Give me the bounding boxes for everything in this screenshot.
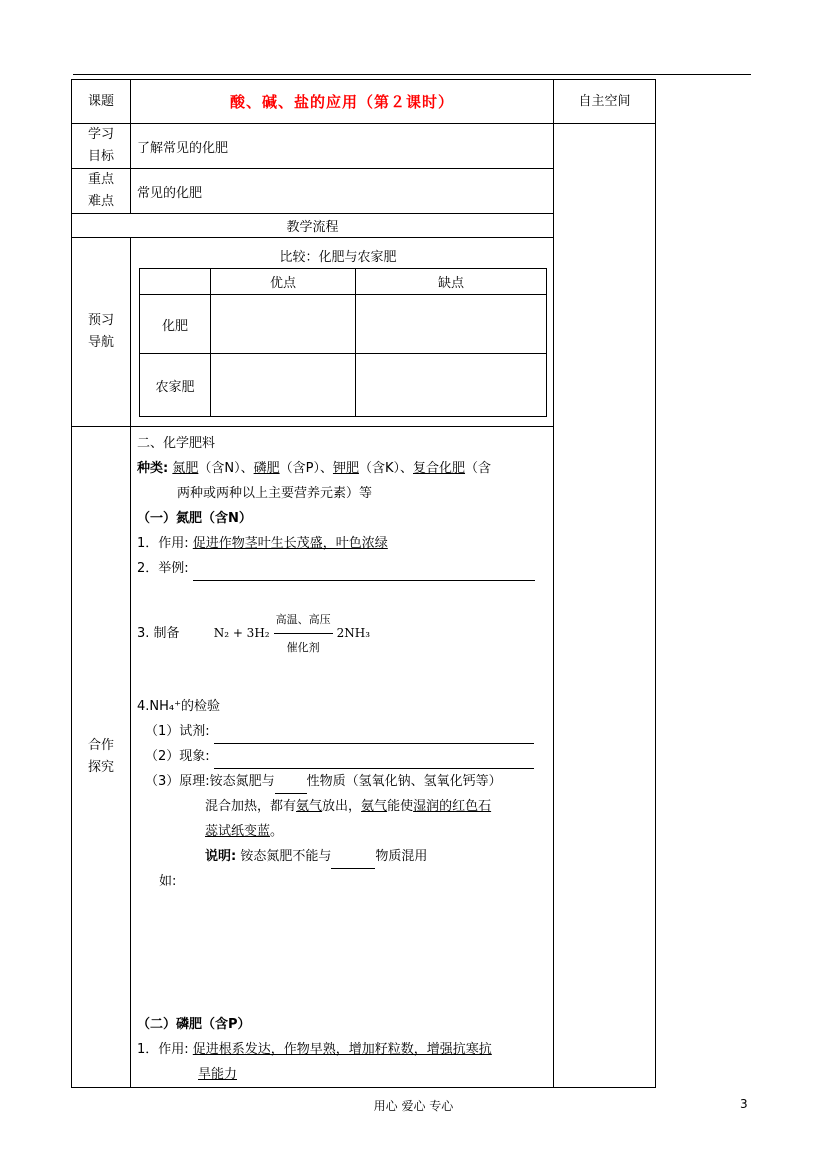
- cell-fert-adv: [211, 295, 356, 354]
- example-blank[interactable]: [193, 562, 535, 581]
- nitrogen-title: （一）氮肥（含N）: [137, 511, 252, 526]
- key-text: 常见的化肥: [131, 169, 554, 214]
- explore-content: [131, 427, 554, 1088]
- mix-blank[interactable]: [331, 850, 375, 869]
- lesson-title: 酸、碱、盐的应用（第２课时）: [131, 80, 554, 124]
- page-number: 3: [740, 1097, 748, 1111]
- compare-title: 比较：化肥与农家肥: [279, 250, 397, 265]
- self-space-label: 自主空间: [554, 80, 656, 124]
- reagent-blank[interactable]: [214, 725, 534, 744]
- phenomenon-line: （2）现象:: [137, 744, 547, 769]
- compare-table: [139, 268, 547, 417]
- ammonium-test-title: 4.NH₄⁺的检验: [137, 699, 220, 714]
- note-line: 说明: 铵态氮肥不能与 物质混用: [137, 844, 547, 869]
- phosphorus-use: 1．作用: 促进根系发达，作物早熟，增加籽粒数，增强抗寒抗: [137, 1042, 492, 1057]
- preview-label: 预习 导航: [72, 238, 131, 427]
- row-fertilizer: 化肥: [140, 295, 211, 354]
- self-space-column: [554, 124, 656, 1088]
- phosphorus-title: （二）磷肥（含P）: [137, 1017, 251, 1032]
- cell-fert-dis: [356, 295, 547, 354]
- kinds-line: 种类: 氮肥（含N）、磷肥（含P）、钾肥（含K）、复合化肥（含: [137, 461, 492, 476]
- cell-manure-dis: [356, 354, 547, 417]
- page-footer: 用心 爱心 专心: [373, 1099, 454, 1113]
- property-blank[interactable]: [275, 775, 307, 794]
- topic-label: 课题: [72, 80, 131, 124]
- nitrogen-example: 2．举例:: [137, 556, 547, 581]
- key-label: 重点 难点: [72, 169, 131, 214]
- phosphorus-use-2: 旱能力: [198, 1067, 238, 1082]
- ammonia-formula: N₂ + 3H₂ $\frac{\text{高温、高压}}{\text{催化剂}}$ 2NH₃: [214, 607, 370, 660]
- reagent-line: （1）试剂:: [137, 719, 547, 744]
- row-manure: 农家肥: [140, 354, 211, 417]
- principle-line: （3）原理:铵态氮肥与 性物质（氢氧化钠、氢氧化钙等）: [137, 769, 547, 794]
- phenomenon-blank[interactable]: [214, 750, 534, 769]
- principle-line-3: 蕊试纸变蓝。: [205, 824, 284, 839]
- flow-header: 教学流程: [72, 214, 554, 238]
- compare-corner: [140, 269, 211, 295]
- preview-cell: [131, 238, 554, 427]
- example-line: 如:: [159, 874, 177, 889]
- nitrogen-use: 1．作用: 促进作物茎叶生长茂盛，叶色浓绿: [137, 536, 388, 551]
- goal-text: 了解常见的化肥: [131, 124, 554, 169]
- col-advantage: 优点: [211, 269, 356, 295]
- col-disadvantage: 缺点: [356, 269, 547, 295]
- explore-label: 合作 探究: [72, 427, 131, 1088]
- lesson-table: [71, 79, 656, 1088]
- prep-line: 3. 制备 N₂ + 3H₂ $\frac{\text{高温、高压}}{\text{催化剂}}$ 2NH₃: [137, 607, 547, 660]
- goal-label: 学习 目标: [72, 124, 131, 169]
- kinds-line-2: 两种或两种以上主要营养元素）等: [177, 486, 373, 501]
- section-heading: 二、化学肥料: [137, 436, 216, 451]
- header-rule: [73, 74, 751, 75]
- principle-line-2: 混合加热，都有氨气放出，氨气能使湿润的红色石: [205, 799, 492, 814]
- cell-manure-adv: [211, 354, 356, 417]
